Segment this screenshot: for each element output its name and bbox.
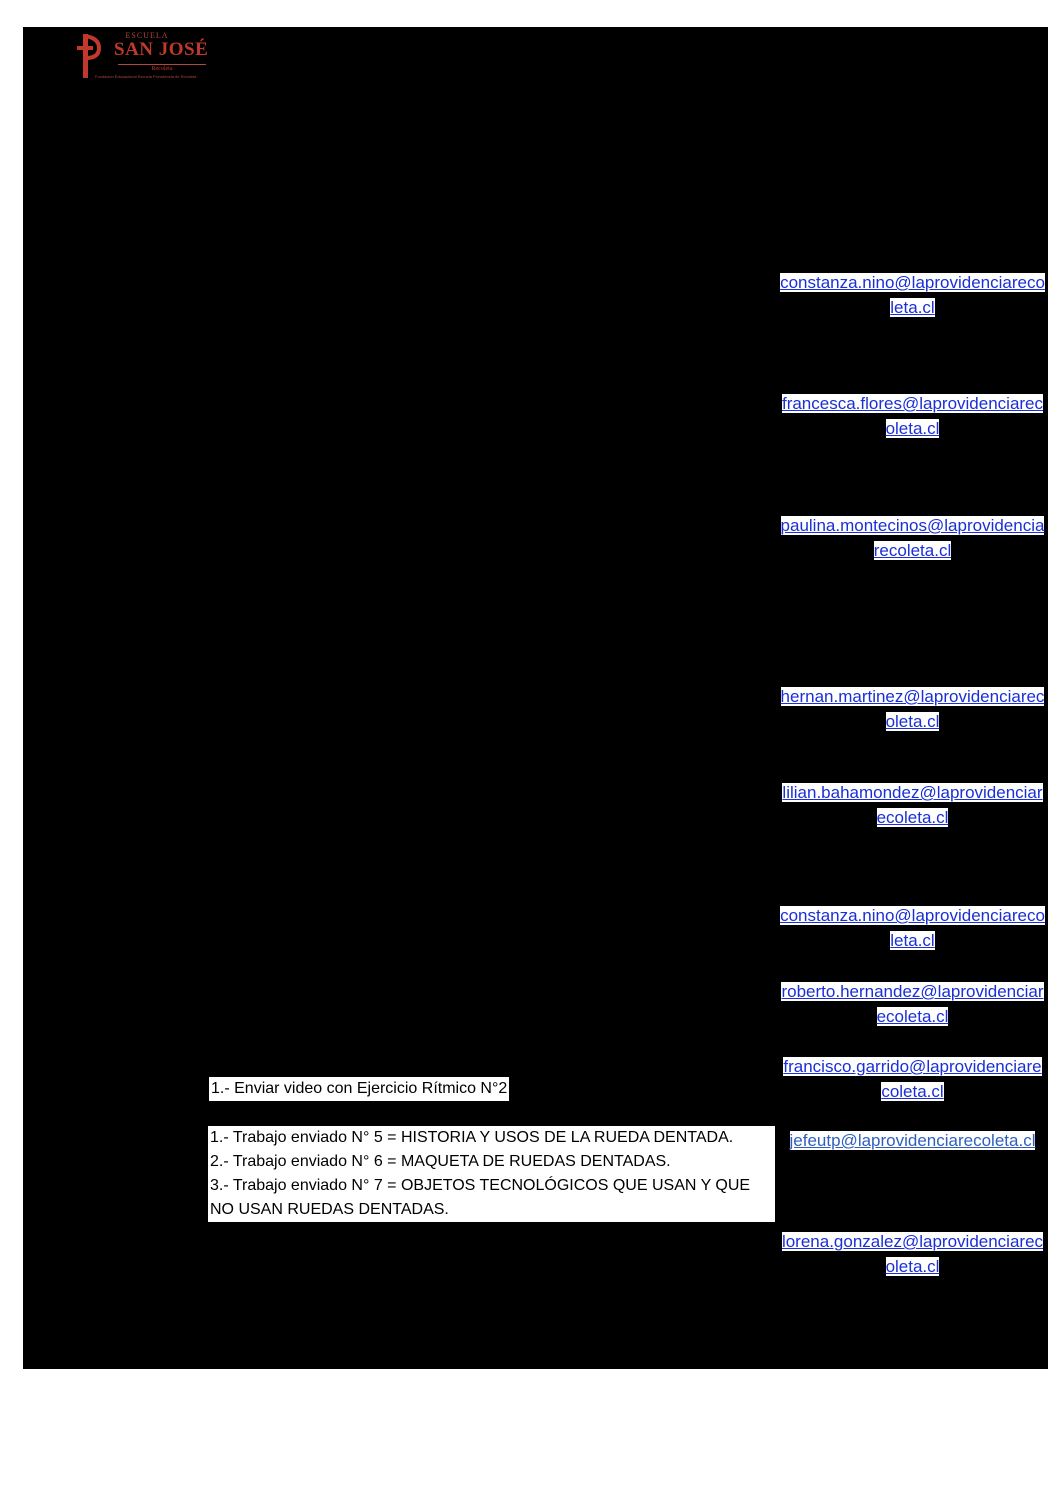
email-link[interactable]: roberto.hernandez@laprovidenciarecoleta.cl (781, 982, 1044, 1026)
email-cell (780, 903, 1045, 953)
email-link[interactable]: lorena.gonzalez@laprovidenciarecoleta.cl (781, 1232, 1044, 1276)
school-logo (77, 30, 227, 82)
email-link[interactable]: hernan.martinez@laprovidenciarecoleta.cl (780, 687, 1045, 731)
email-cell (780, 270, 1045, 320)
task-line: 2.- Trabajo enviado N° 6 = MAQUETA DE RUEDAS DENTADAS. (210, 1153, 671, 1170)
email-link[interactable]: francesca.flores@laprovidenciarecoleta.cl (781, 394, 1044, 438)
email-link[interactable]: constanza.nino@laprovidenciarecoleta.cl (780, 906, 1045, 950)
email-cell (780, 780, 1045, 830)
task-line: 1.- Enviar video con Ejercicio Rítmico N°2 (211, 1080, 508, 1097)
task-line: 3.- Trabajo enviado N° 7 = OBJETOS TECNOLÓGICOS QUE USAN Y QUE NO USAN RUEDAS DENTADAS. (210, 1177, 751, 1218)
email-cell (780, 391, 1045, 441)
logo-tagline: Fundación Educacional Escuela Providencia de Recoleta (95, 74, 197, 79)
email-cell (780, 1054, 1045, 1104)
school-crest-icon (77, 32, 103, 80)
logo-city: Recoleta (151, 66, 173, 72)
email-link[interactable]: francisco.garrido@laprovidenciarecoleta.cl (783, 1057, 1042, 1101)
email-link[interactable]: paulina.montecinos@laprovidenciarecoleta.cl (780, 516, 1045, 560)
email-link[interactable]: lilian.bahamondez@laprovidenciarecoleta.cl (782, 783, 1043, 827)
logo-school-top: ESCUELA (125, 31, 169, 40)
task-line: 1.- Trabajo enviado N° 5 = HISTORIA Y USOS DE LA RUEDA DENTADA. (210, 1129, 734, 1146)
email-cell (780, 979, 1045, 1029)
email-link[interactable]: jefeutp@laprovidenciarecoleta.cl (789, 1131, 1036, 1150)
email-link[interactable]: constanza.nino@laprovidenciarecoleta.cl (780, 273, 1045, 317)
email-cell (780, 1229, 1045, 1279)
email-cell (780, 1128, 1045, 1153)
technology-task-box (208, 1126, 775, 1222)
email-cell (780, 513, 1045, 563)
logo-school-name: SAN JOSÉ (114, 39, 209, 60)
logo-divider (118, 64, 206, 65)
music-task-box (209, 1077, 509, 1101)
email-cell (780, 684, 1045, 734)
